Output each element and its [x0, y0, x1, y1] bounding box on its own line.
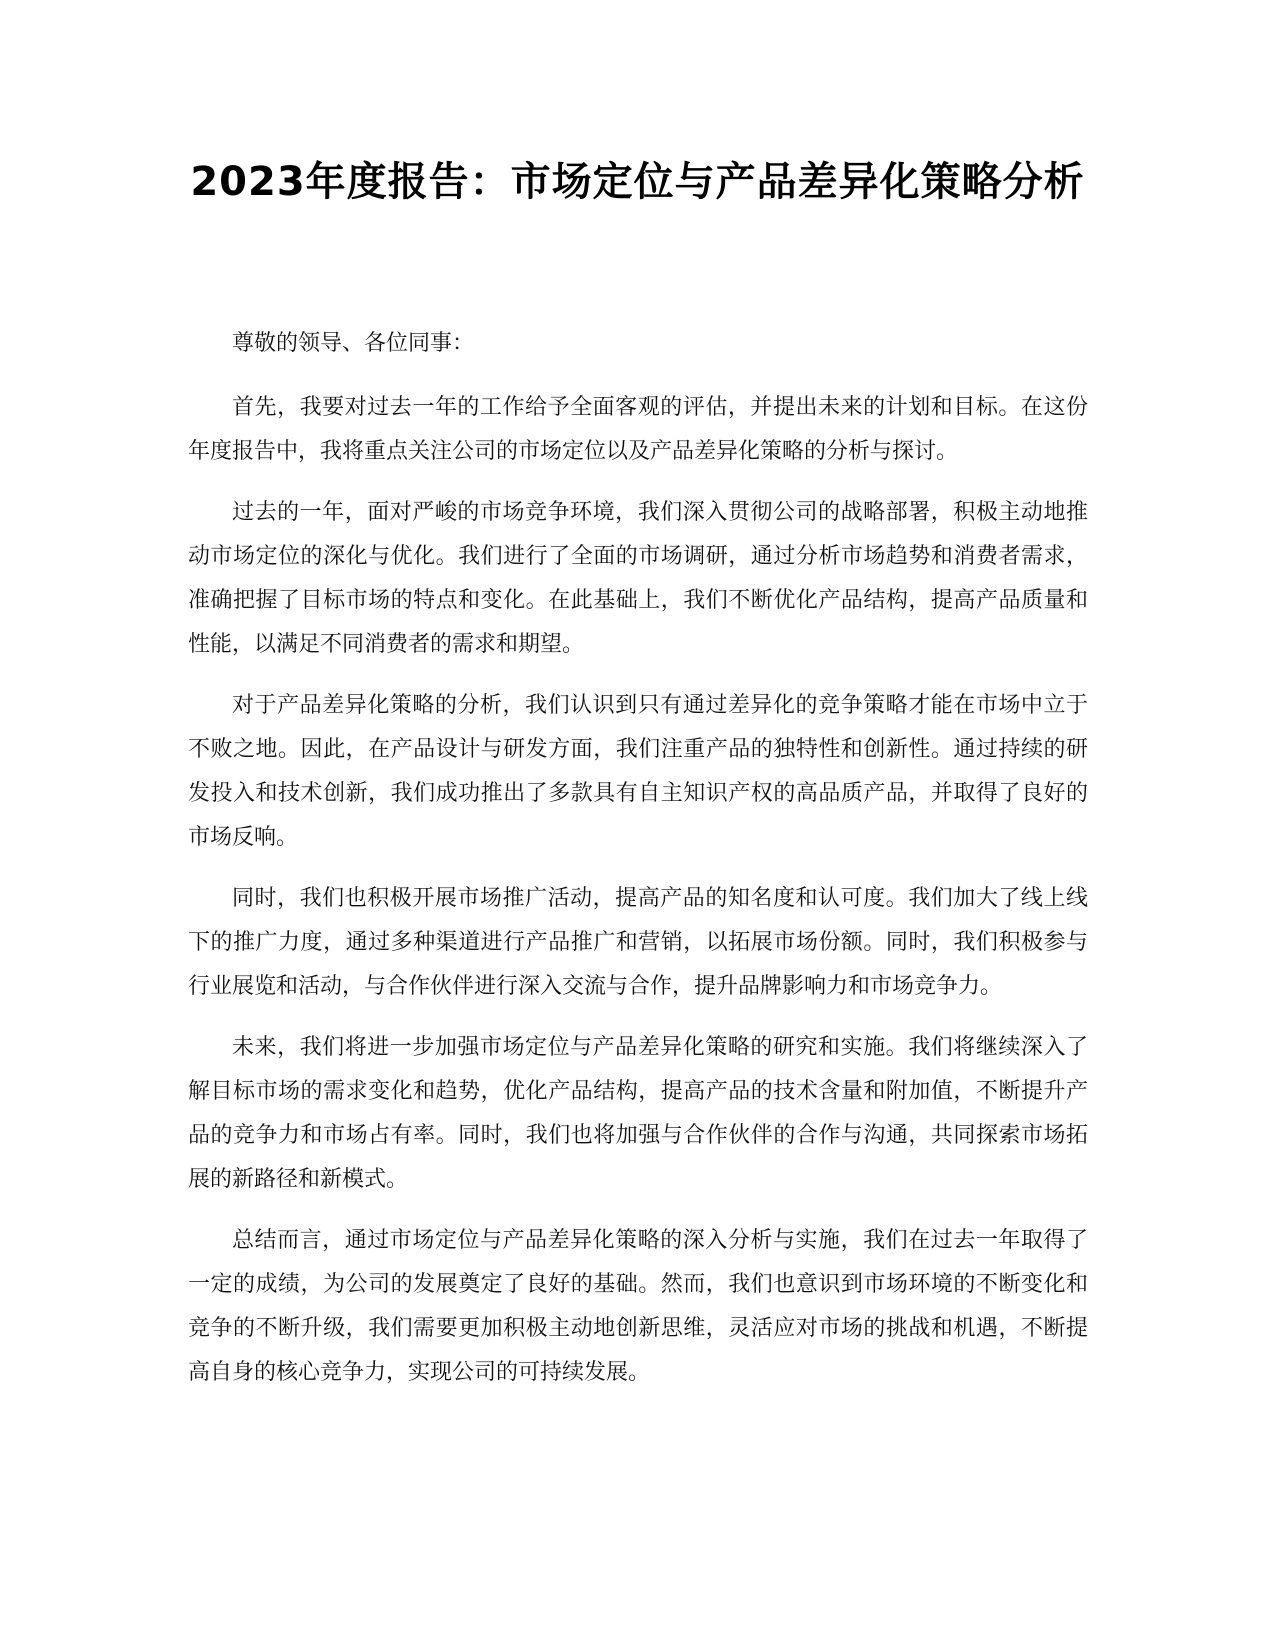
paragraph-promotion: 同时，我们也积极开展市场推广活动，提高产品的知名度和认可度。我们加大了线上线下的推广力度，通过多种渠道进行产品推广和营销，以拓展市场份额。同时，我们积极参与行业展览和活动，与合作伙伴进行深入交流与合作，提升品牌影响力和市场竞争力。 [188, 886, 1088, 999]
paragraph-market-positioning: 过去的一年，面对严峻的市场竞争环境，我们深入贯彻公司的战略部署，积极主动地推动市场定位的深化与优化。我们进行了全面的市场调研，通过分析市场趋势和消费者需求，准确把握了目标市场的特点和变化。在此基础上，我们不断优化产品结构，提高产品质量和性能，以满足不同消费者的需求和期望。 [188, 500, 1088, 657]
paragraph-conclusion: 总结而言，通过市场定位与产品差异化策略的深入分析与实施，我们在过去一年取得了一定的成绩，为公司的发展奠定了良好的基础。然而，我们也意识到市场环境的不断变化和竞争的不断升级，我们需要更加积极主动地创新思维，灵活应对市场的挑战和机遇，不断提高自身的核心竞争力，实现公司的可持续发展。 [188, 1228, 1088, 1385]
paragraph-differentiation: 对于产品差异化策略的分析，我们认识到只有通过差异化的竞争策略才能在市场中立于不败之地。因此，在产品设计与研发方面，我们注重产品的独特性和创新性。通过持续的研发投入和技术创新，我们成功推出了多款具有自主知识产权的高品质产品，并取得了良好的市场反响。 [188, 693, 1088, 850]
salutation: 尊敬的领导、各位同事： [232, 331, 475, 356]
paragraph-intro: 首先，我要对过去一年的工作给予全面客观的评估，并提出未来的计划和目标。在这份年度报告中，我将重点关注公司的市场定位以及产品差异化策略的分析与探讨。 [188, 395, 1088, 464]
document-body [188, 322, 1088, 1412]
document-title: 2023年度报告：市场定位与产品差异化策略分析 [190, 159, 1085, 205]
paragraph-future-plans: 未来，我们将进一步加强市场定位与产品差异化策略的研究和实施。我们将继续深入了解目标市场的需求变化和趋势，优化产品结构，提高产品的技术含量和附加值，不断提升产品的竞争力和市场占有率。同时，我们也将加强与合作伙伴的合作与沟通，共同探索市场拓展的新路径和新模式。 [188, 1035, 1088, 1192]
